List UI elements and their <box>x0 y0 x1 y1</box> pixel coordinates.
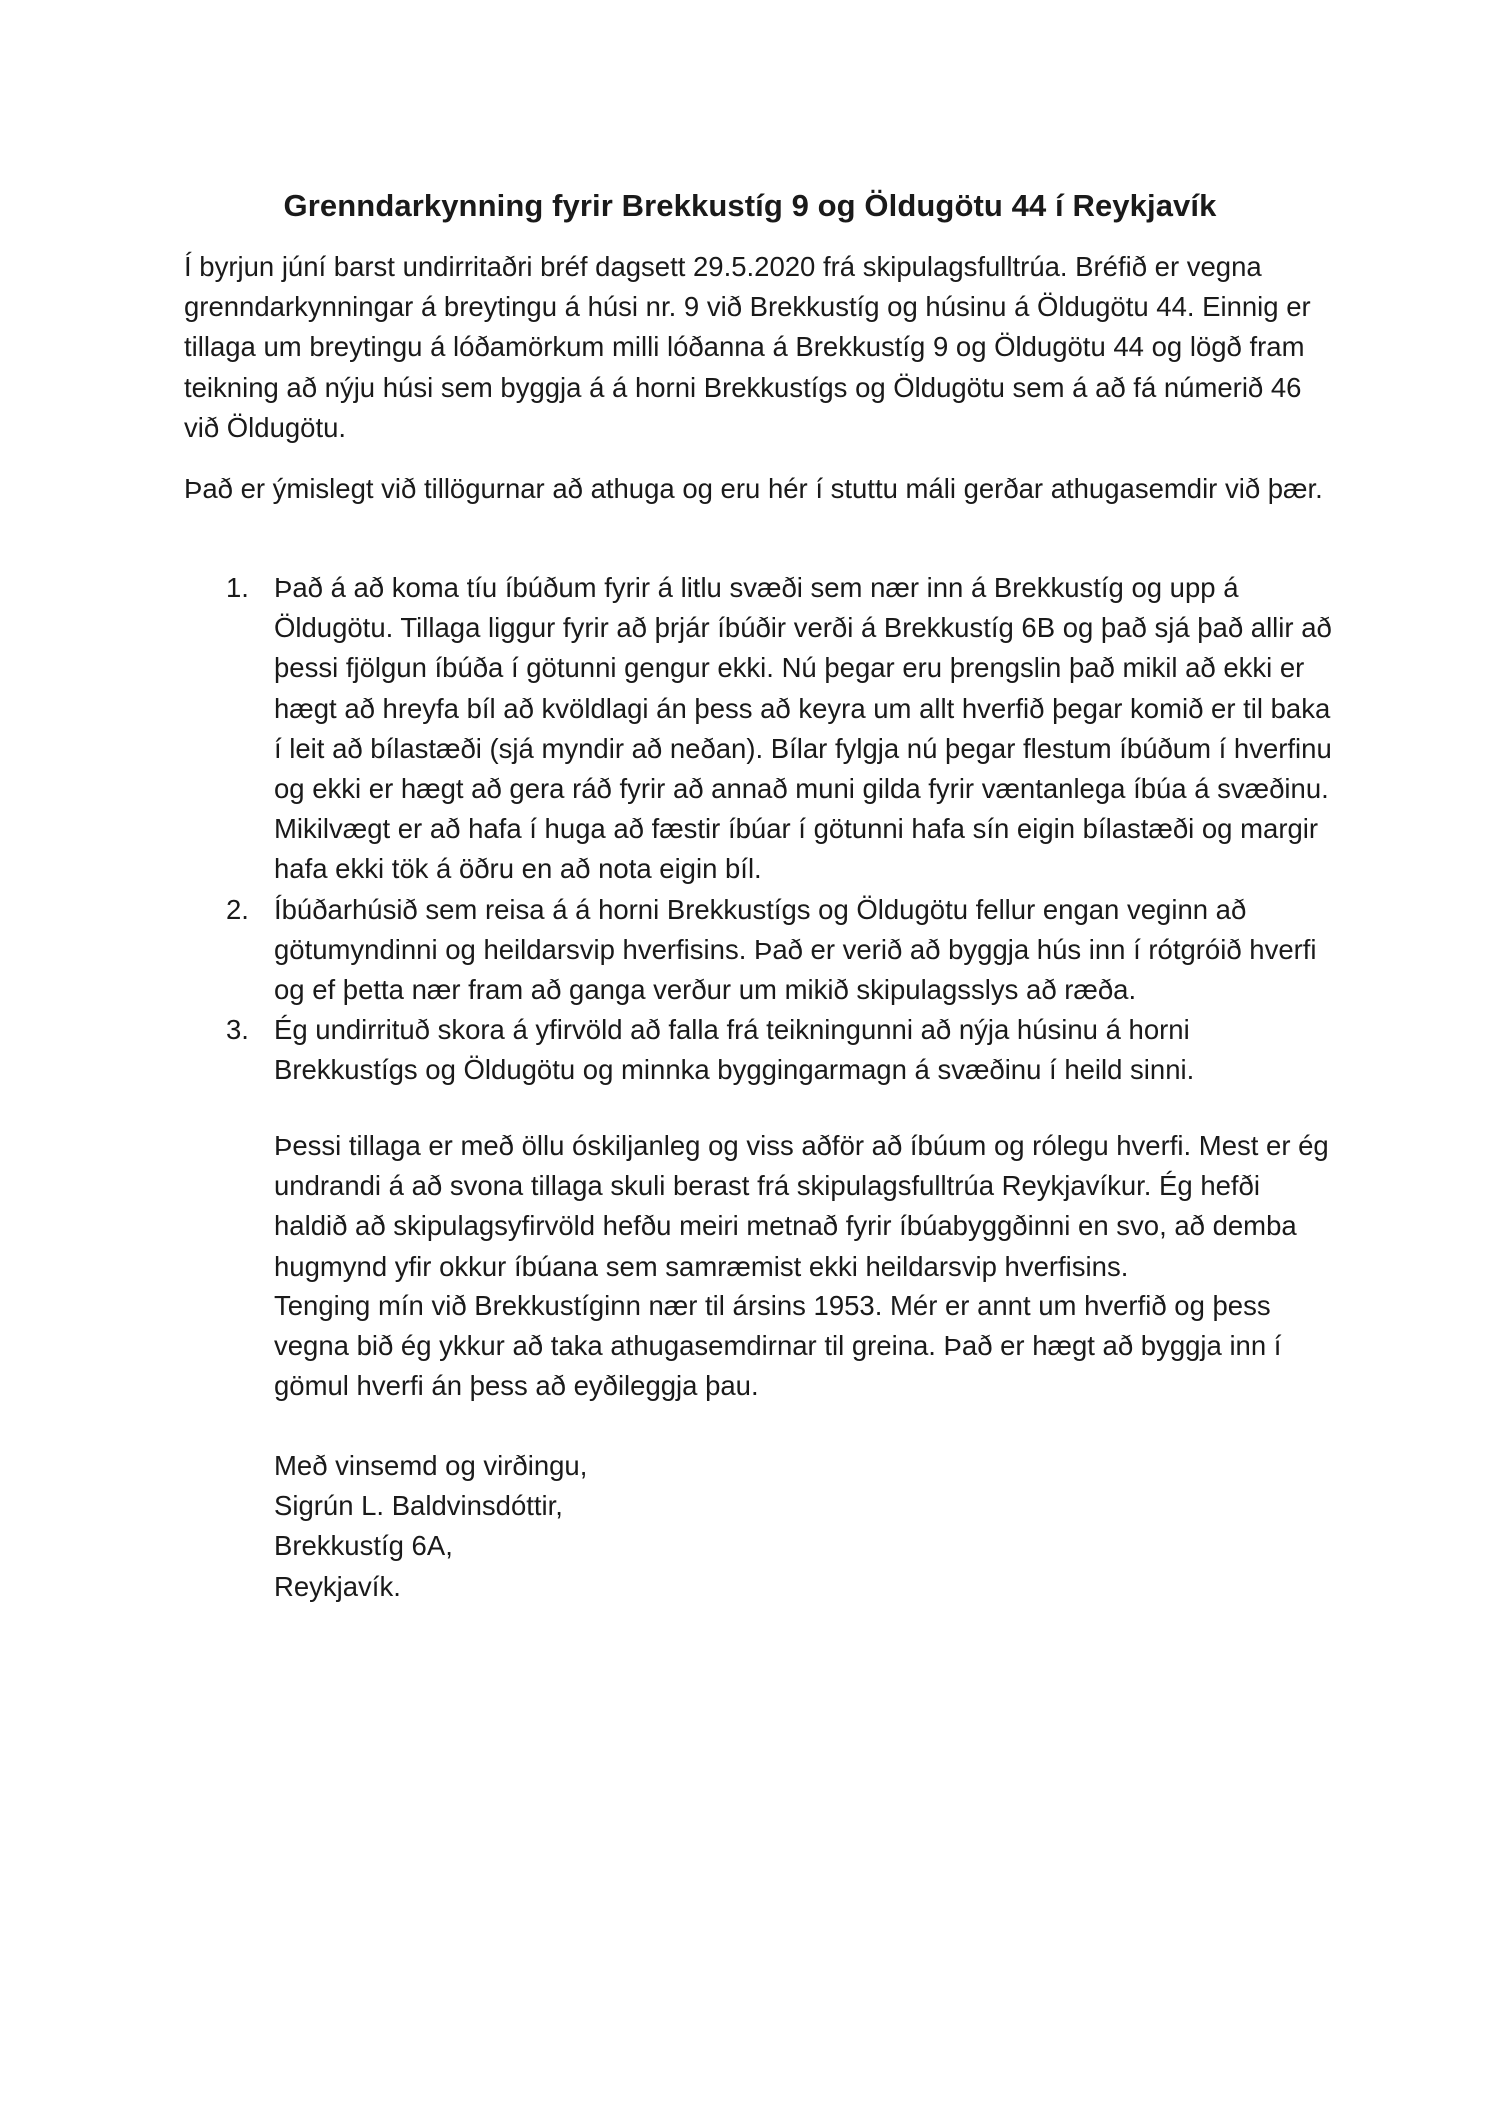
remarks-intro-paragraph: Það er ýmislegt við tillögurnar að athuga og eru hér í stuttu máli gerðar athugasemdir við þær. <box>184 473 1323 504</box>
list-item <box>184 568 1334 890</box>
list-item-text: Íbúðarhúsið sem reisa á á horni Brekkustígs og Öldugötu fellur engan veginn að götumyndinni og heildarsvip hverfisins. Það er verið að byggja hús inn í rótgróið hverfi og ef þetta nær fram að ganga verður um mikið skipulagsslys að ræða. <box>274 893 1317 1006</box>
signer-name: Sigrún L. Baldvinsdóttir, <box>274 1490 563 1522</box>
list-item <box>184 1010 1334 1090</box>
document-title: Grenndarkynning fyrir Brekkustíg 9 og Öldugötu 44 í Reykjavík <box>283 188 1217 223</box>
list-item-number: 3. <box>226 1014 249 1046</box>
personal-connection-paragraph: Tenging mín við Brekkustíginn nær til ársins 1953. Mér er annt um hverfið og þess vegna bið ég ykkur að taka athugasemdirnar til greina. Það er hægt að byggja inn í gömul hverfi án þess að eyðileggja þau. <box>274 1290 1282 1402</box>
signer-address: Brekkustíg 6A, <box>274 1530 453 1562</box>
list-item-text: Það á að koma tíu íbúðum fyrir á litlu svæði sem nær inn á Brekkustíg og upp á Öldugötu. Tillaga liggur fyrir að þrjár íbúðir verði á Brekkustíg 6B og það sjá það allir að þessi fjölgun íbúða í götunni gengur ekki. Nú þegar eru þrengslin það mikil að ekki er hægt að hreyfa bíl að kvöldlagi án þess að keyra um allt hverfið þegar komið er til baka í leit að bílastæði (sjá myndir að neðan). Bílar fylgja nú þegar flestum íbúðum í hverfinu og ekki er hægt að gera ráð fyrir að annað muni gilda fyrir væntanlega íbúa á svæðinu. Mikilvægt er að hafa í huga að fæstir íbúar í götunni hafa sín eigin bílastæði og margir hafa ekki tök á öðru en að nota eigin bíl. <box>274 572 1332 885</box>
list-item <box>184 890 1334 1011</box>
list-item-number: 1. <box>226 572 249 603</box>
list-item-text: Ég undirrituð skora á yfirvöld að falla frá teikningunni að nýja húsinu á horni Brekkustígs og Öldugötu og minnka byggingarmagn á svæðinu í heild sinni. <box>274 1014 1195 1086</box>
list-item-number: 2. <box>226 893 249 925</box>
signature-block <box>274 1446 587 1607</box>
signer-city: Reykjavík. <box>274 1570 401 1602</box>
conclusion-paragraph: Þessi tillaga er með öllu óskiljanleg og viss aðför að íbúum og rólegu hverfi. Mest er ég undrandi á að svona tillaga skuli berast frá skipulagsfulltrúa Reykjavíkur. Ég hefði haldið að skipulagsyfirvöld hefðu meiri metnað fyrir íbúabyggðinni en svo, að demba hugmynd yfir okkur íbúana sem samræmist ekki heildarsvip hverfisins. <box>274 1130 1329 1282</box>
objections-list <box>184 568 1334 1091</box>
closing-salutation: Með vinsemd og virðingu, <box>274 1450 588 1481</box>
intro-paragraph: Í byrjun júní barst undirritaðri bréf dagsett 29.5.2020 frá skipulagsfulltrúa. Bréfið er vegna grenndarkynningar á breytingu á húsi nr. 9 við Brekkustíg og húsinu á Öldugötu 44. Einnig er tillaga um breytingu á lóðamörkum milli lóðanna á Brekkustíg 9 og Öldugötu 44 og lögð fram teikning að nýju húsi sem byggja á á horni Brekkustígs og Öldugötu sem á að fá númerið 46 við Öldugötu. <box>184 251 1311 443</box>
